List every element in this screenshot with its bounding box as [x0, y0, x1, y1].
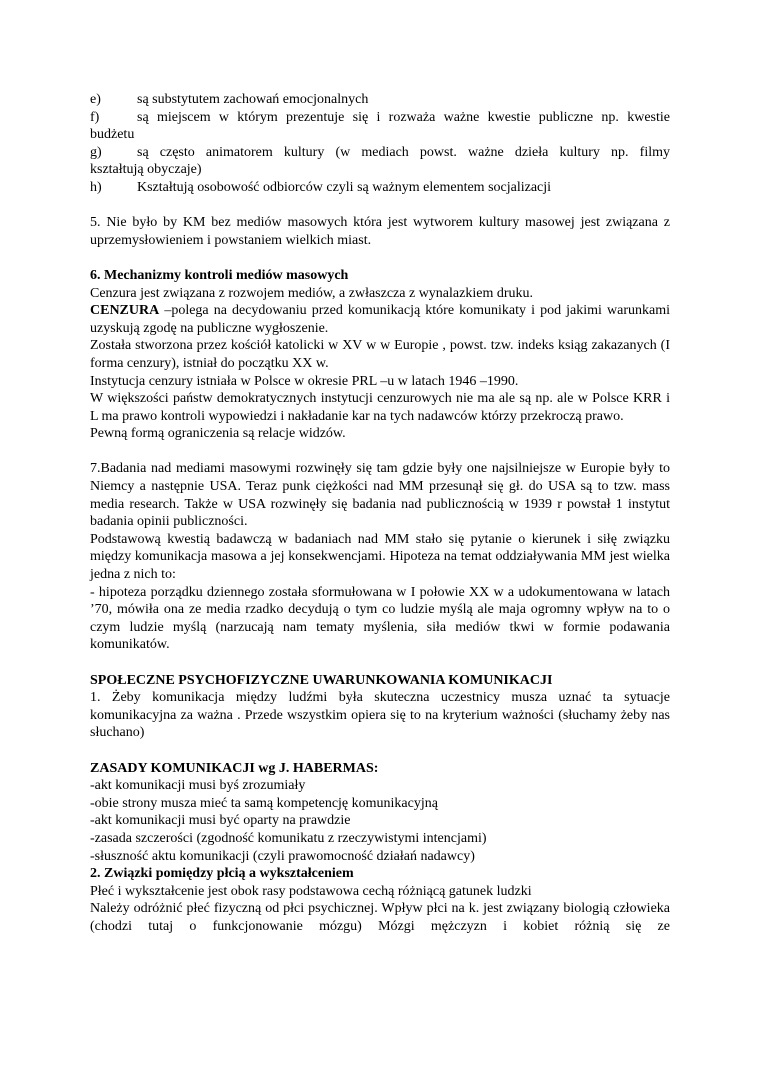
list-item: -obie strony musza mieć ta samą kompetencję komunikacyjną [90, 795, 438, 811]
paragraph: Została stworzona przez kościół katolicki w XV w w Europie , powst. tzw. indeks ksiąg zakazanych (I forma cenzury), istniał do początku XX w. [90, 338, 670, 371]
spacer [90, 443, 670, 461]
list-item: -akt komunikacji musi być oparty na prawdzie [90, 813, 351, 829]
spacer [90, 654, 670, 672]
list-label: h) [90, 179, 102, 195]
section2-heading: 2. Związki pomiędzy płcią a wykształceniem [90, 866, 354, 882]
paragraph: Podstawową kwestią badawczą w badaniach nad MM stało się pytanie o kierunek i siłę związku między komunikacja masowa a jej konsekwencjami. Hipoteza na temat oddziaływania MM jest wielka jedna z nich to: [90, 531, 670, 583]
paragraph: Pewną formą ograniczenia są relacje widzów. [90, 426, 346, 442]
list-text: są substytutem zachowań emocjonalnych [137, 92, 369, 107]
list-item: -słuszność aktu komunikacji (czyli prawomocność działań nadawcy) [90, 848, 475, 864]
list-continuation: kształtują obyczaje) [90, 162, 202, 178]
paragraph: 7.Badania nad mediami masowymi rozwinęły się tam gdzie były one najsilniejsze w Europie były to Niemcy a następnie USA. Teraz punk ciężkości nad MM przesunął się gł. do USA są to tzw. mass media research. Także w USA rozwinęły się badania nad publicznością w 1939 r powstał 1 instytut badania opinii publiczności. [90, 461, 670, 530]
section6-heading: 6. Mechanizmy kontroli mediów masowych [90, 267, 349, 283]
paragraph: Płeć i wykształcenie jest obok rasy podstawowa cechą różniącą gatunek ludzki [90, 883, 532, 899]
term-definition: –polega na decydowaniu przed komunikacją które komunikaty i pod jakimi warunkami uzyskują zgodę na publiczne wygłoszenie. [90, 303, 670, 336]
list-text: Kształtują osobowość odbiorców czyli są ważnym elementem socjalizacji [137, 179, 552, 195]
paragraph: Należy odróżnić płeć fizyczną od płci psychicznej. Wpływ płci na k. jest związany biologią człowieka (chodzi tutaj o funkcjonowanie mózgu) Mózgi mężczyzn i kobiet różnią się ze [90, 901, 670, 934]
list-item [90, 179, 670, 197]
term-cenzura: CENZURA [90, 303, 160, 319]
list-text: są miejscem w którym prezentuje się i rozważa ważne kwestie publiczne np. kwestie [137, 109, 670, 125]
spacer [90, 249, 670, 267]
document-page [90, 91, 670, 936]
paragraph: 1. Żeby komunikacja między ludźmi była skuteczna uczestnicy musza uznać ta sytuacje komunikacyjna za ważna . Przede wszystkim opiera się to na kryterium ważności (słuchamy żeby nas słuchano) [90, 690, 670, 741]
paragraph: - hipoteza porządku dziennego została sformułowana w I połowie XX w a udokumentowana w latach ’70, mówiła ona ze media rzadko decydują o tym co ludzie myślą ale maja ogromny wpływ na to o czym ludzie myślą (narzucają nam tematy myślenia, siła mediów tkwi w formie podawania komunikatów. [90, 584, 670, 653]
paragraph: Cenzura jest związana z rozwojem mediów, a zwłaszcza z wynalazkiem druku. [90, 285, 533, 301]
habermas-heading: ZASADY KOMUNIKACJI wg J. HABERMAS: [90, 760, 379, 776]
paragraph: Instytucja cenzury istniała w Polsce w okresie PRL –u w latach 1946 –1990. [90, 373, 519, 389]
list-item: -akt komunikacji musi byś zrozumiały [90, 778, 306, 794]
list-item [90, 144, 670, 162]
psycho-heading: SPOŁECZNE PSYCHOFIZYCZNE UWARUNKOWANIA KOMUNIKACJI [90, 672, 553, 688]
paragraph-point5: 5. Nie było by KM bez mediów masowych która jest wytworem kultury masowej jest związana z uprzemysłowieniem i powstaniem wielkich miast. [90, 215, 670, 248]
list-label: f) [90, 109, 100, 125]
paragraph: W większości państw demokratycznych instytucji cenzurowych nie ma ale są np. ale w Polsce KRR i L ma prawo kontroli wypowiedzi i nakładanie kar na tych nadawców którzy przekroczą prawo. [90, 391, 670, 424]
paragraph [90, 302, 670, 337]
list-continuation: budżetu [90, 127, 135, 143]
list-item [90, 109, 670, 127]
list-label: e) [90, 92, 101, 107]
list-label: g) [90, 144, 102, 160]
list-text: są często animatorem kultury (w mediach powst. ważne dzieła kultury np. filmy [137, 144, 670, 160]
spacer [90, 197, 670, 215]
spacer [90, 742, 670, 760]
list-item [90, 91, 670, 109]
list-item: -zasada szczerości (zgodność komunikatu z rzeczywistymi intencjami) [90, 830, 487, 846]
